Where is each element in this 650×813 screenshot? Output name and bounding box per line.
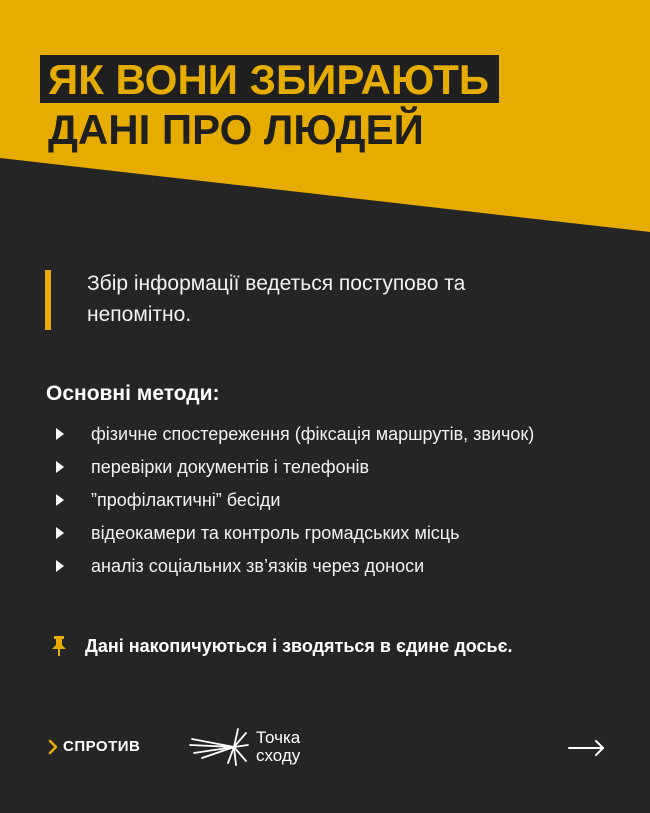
method-text: аналіз соціальних зв’язків через доноси (91, 556, 425, 576)
method-text: ”профілактичні” бесіди (91, 490, 281, 510)
intro-text: Збір інформації ведеться поступово та непомітно. (87, 272, 466, 326)
method-text: відеокамери та контроль громадських місць (91, 523, 460, 543)
page-title (40, 55, 499, 153)
list-item (50, 423, 570, 445)
partner-name-line-2: сходу (256, 746, 301, 765)
brand-logo (47, 738, 140, 755)
triangle-bullet-icon (56, 428, 64, 440)
title-line-2: ДАНІ ПРО ЛЮДЕЙ (48, 106, 424, 153)
footer (0, 722, 650, 772)
triangle-bullet-icon (56, 560, 64, 572)
spark-rays-icon (188, 725, 250, 769)
title-line-1: ЯК ВОНИ ЗБИРАЮТЬ (40, 55, 499, 103)
arrow-right-icon[interactable] (568, 739, 606, 757)
method-text: перевірки документів і телефонів (91, 457, 370, 477)
triangle-bullet-icon (56, 494, 64, 506)
intro-quote (45, 268, 565, 330)
list-item (50, 555, 570, 577)
chevron-right-icon (47, 739, 59, 755)
partner-name-line-1: Точка (256, 728, 301, 747)
quote-bar (45, 270, 51, 330)
list-item (50, 456, 570, 478)
summary-note (50, 634, 610, 658)
triangle-bullet-icon (56, 527, 64, 539)
note-text: Дані накопичуються і зводяться в єдине досьє. (85, 636, 513, 656)
partner-name (256, 729, 300, 765)
methods-list (50, 423, 570, 588)
brand-name: СПРОТИВ (63, 738, 141, 755)
pushpin-icon (50, 636, 68, 656)
list-item (50, 489, 570, 511)
methods-heading: Основні методи: (46, 382, 220, 405)
partner-logo (188, 725, 300, 769)
method-text: фізичне спостереження (фіксація маршрутів, звичок) (91, 424, 535, 444)
triangle-bullet-icon (56, 461, 64, 473)
list-item (50, 522, 570, 544)
